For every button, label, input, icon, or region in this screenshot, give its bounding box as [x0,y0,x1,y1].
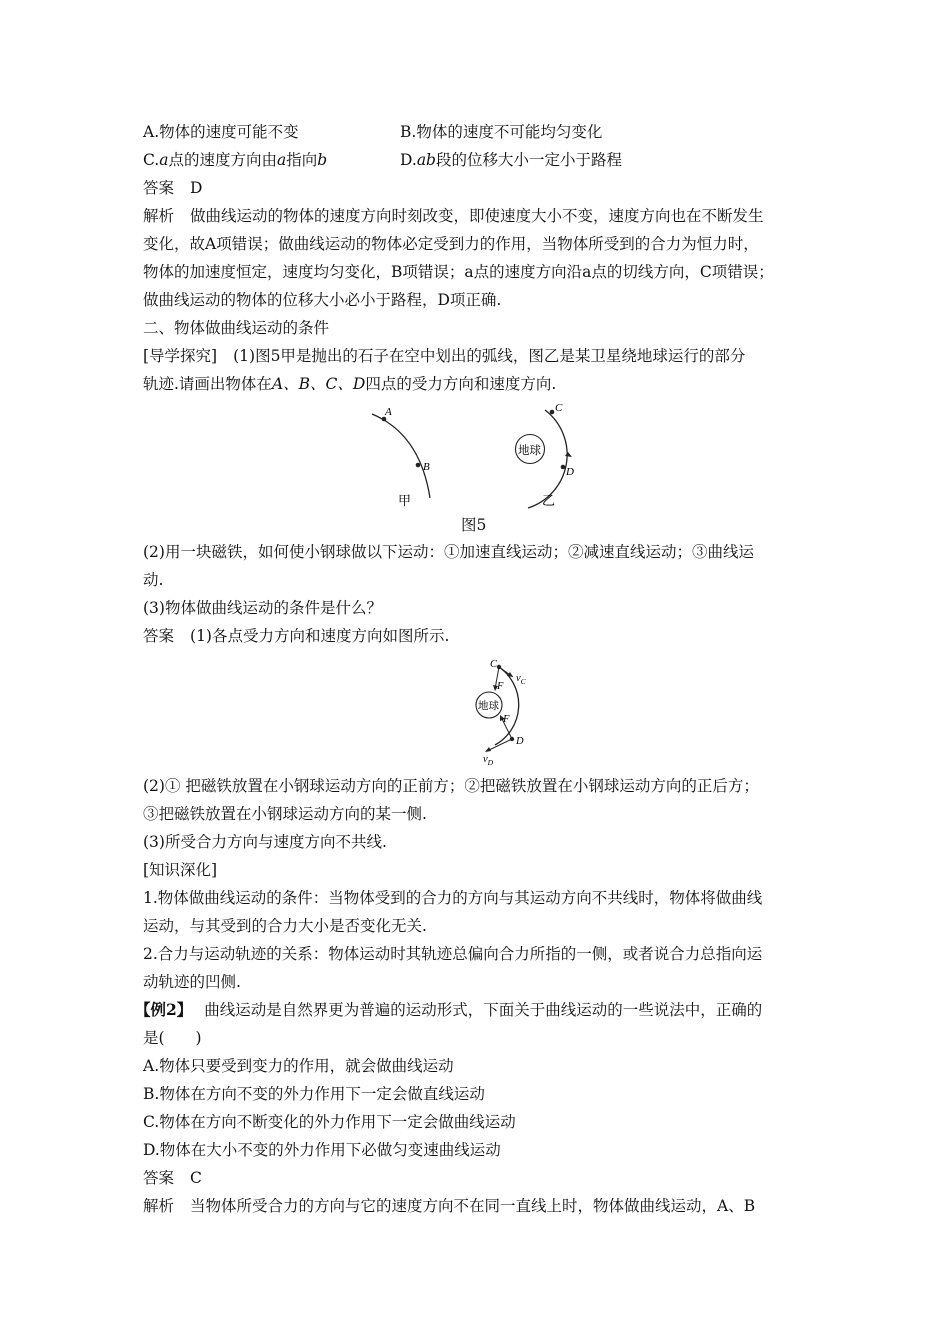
answer-2-line-2: (2)① 把磁铁放置在小钢球运动方向的正前方；②把磁铁放置在小钢球运动方向的正后方； [143,777,759,795]
answer-point-c-label: C [490,659,498,670]
force-d-label: F [503,714,510,725]
answer-2-line-1: 答案 (1)各点受力方向和速度方向如图所示. [143,627,450,645]
answer-2-line-4: (3)所受合力方向与速度方向不共线. [143,833,387,851]
guide-q2-line-1: (2)用一块磁铁，如何使小钢球做以下运动：①加速直线运动；②减速直线运动；③曲线运 [143,543,754,561]
analysis-3-line-1: 解析 当物体所受合力的方向与它的速度方向不在同一直线上时，物体做曲线运动，A、B [143,1197,756,1215]
deepen-p2-line-1: 2.合力与运动轨迹的关系：物体运动时其轨迹总偏向合力所指的一侧，或者说合力总指向运 [143,945,763,963]
answer-figure [465,655,550,767]
velocity-c-label: $v_C$ [516,673,526,686]
deepen-label: [知识深化] [143,861,218,879]
stone-trajectory [372,414,430,498]
figure-5-caption: 图5 [461,516,487,534]
example-2-option-a: A.物体只要受到变力的作用，就会做曲线运动 [143,1057,454,1075]
answer-1: 答案 D [143,179,203,197]
point-b-dot [416,463,421,468]
deepen-p1-line-2: 运动，与其受到的合力大小是否变化无关. [143,917,427,935]
option-c: C.a点的速度方向由a指向b [143,151,328,169]
analysis-1-line-3: 物体的加速度恒定，速度均匀变化，B项错误；a点的速度方向沿a点的切线方向，C项错误； [143,263,774,281]
velocity-d-arrowhead-icon [485,747,491,752]
example-2-option-b: B.物体在方向不变的外力作用下一定会做直线运动 [143,1085,485,1103]
point-a-label: A [385,406,392,418]
guide-q2-line-2: 动. [143,571,164,589]
label-jia: 甲 [398,493,412,508]
option-b: B.物体的速度不可能均匀变化 [400,123,603,141]
option-d: D.ab段的位移大小一定小于路程 [400,151,622,169]
point-b-label: B [423,461,430,473]
analysis-1-line-4: 做曲线运动的物体的位移大小必小于路程，D项正确. [143,291,502,309]
example-2-stem-line-1: 【例2】 曲线运动是自然界更为普遍的运动形式，下面关于曲线运动的一些说法中，正确的 [135,1000,763,1019]
velocity-d-arrow [487,739,512,751]
section-title: 二、物体做曲线运动的条件 [143,319,330,337]
guide-q1-line-2: 轨迹.请画出物体在A、B、C、D四点的受力方向和速度方向. [143,375,557,393]
example-2-option-c: C.物体在方向不断变化的外力作用下一定会做曲线运动 [143,1113,516,1131]
earth-label: 地球 [518,445,541,457]
answer-point-d-label: D [516,736,524,747]
deepen-p1-line-1: 1.物体做曲线运动的条件：当物体受到的合力的方向与其运动方向不共线时，物体将做曲线 [143,889,763,907]
example-2-option-d: D.物体在大小不变的外力作用下必做匀变速曲线运动 [143,1141,501,1159]
point-c-dot [550,410,555,415]
orbit-arrow-icon [565,452,572,457]
guide-q3: (3)物体做曲线运动的条件是什么？ [143,599,382,617]
answer-2-line-3: ③把磁铁放置在小钢球运动方向的某一侧. [143,805,427,823]
answer-3: 答案 C [143,1169,202,1187]
example-2-stem-line-2: 是( ) [143,1029,202,1047]
point-d-dot [561,465,566,470]
option-a: A.物体的速度可能不变 [143,123,299,141]
guide-q1-line-1: [导学探究] (1)图5甲是抛出的石子在空中划出的弧线，图乙是某卫星绕地球运行的部分 [143,347,746,365]
analysis-1-line-2: 变化，故A项错误；做曲线运动的物体必定受到力的作用，当物体所受到的合力为恒力时， [143,235,759,253]
point-d-label: D [566,466,574,478]
point-c-label: C [555,402,563,414]
force-c-label: F [497,681,504,692]
velocity-d-label: $v_D$ [483,754,494,767]
analysis-1-line-1: 解析 做曲线运动的物体的速度方向时刻改变，即使速度大小不变，速度方向也在不断发生 [143,207,764,225]
label-yi: 乙 [542,493,556,508]
deepen-p2-line-2: 动轨迹的凹侧. [143,973,241,991]
figure-5 [360,400,600,515]
answer-earth-label: 地球 [478,701,499,712]
